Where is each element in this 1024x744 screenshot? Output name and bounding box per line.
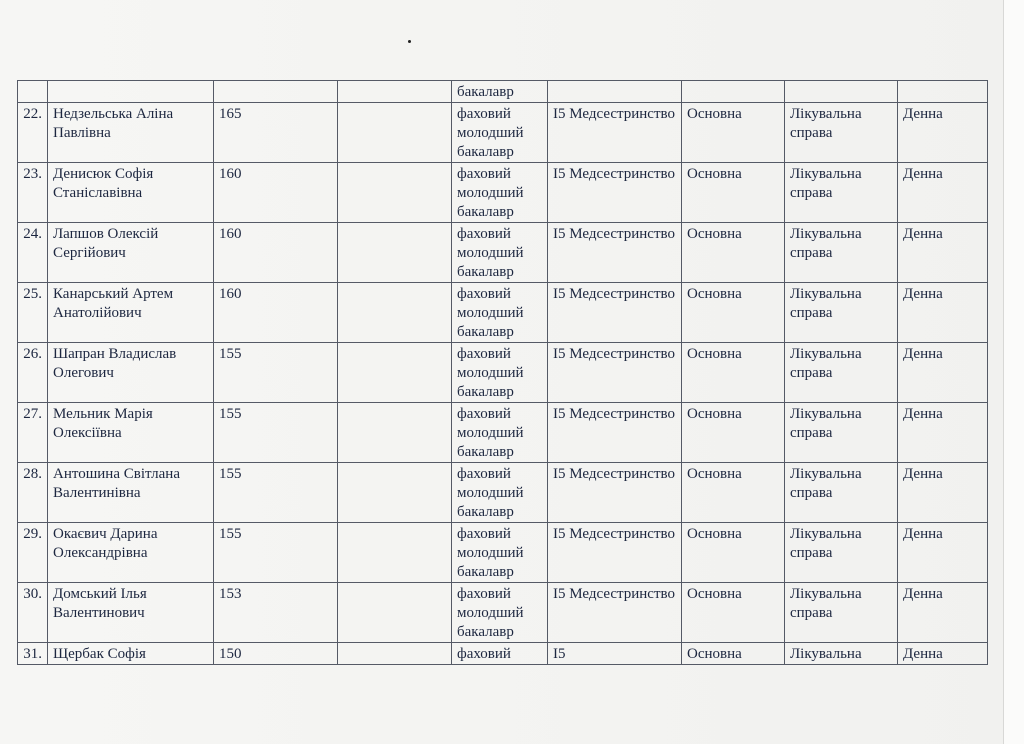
cell-score: 150 (214, 643, 338, 665)
cell-specialty: I5 Медсестринство (548, 523, 682, 583)
cell-score: 155 (214, 463, 338, 523)
cell-basis: Основна (682, 223, 785, 283)
cell-name: Недзельська Аліна Павлівна (48, 103, 214, 163)
cell-name: Шапран Владислав Олегович (48, 343, 214, 403)
table-row (18, 643, 988, 665)
cell-empty (338, 103, 452, 163)
cell-name: Окаєвич Дарина Олександрівна (48, 523, 214, 583)
cell-number: 31. (18, 643, 48, 665)
cell-name: Мельник Марія Олексіївна (48, 403, 214, 463)
cell-form: Денна (898, 163, 988, 223)
cell-qualification: фаховий молодший бакалавр (452, 583, 548, 643)
cell-qualification: фаховий молодший бакалавр (452, 343, 548, 403)
cell-specialty: I5 Медсестринство (548, 403, 682, 463)
cell-name: Антошина Світлана Валентинівна (48, 463, 214, 523)
cell-qualification: фаховий молодший бакалавр (452, 283, 548, 343)
cell-empty (338, 523, 452, 583)
cell-empty (338, 583, 452, 643)
cell-basis: Основна (682, 343, 785, 403)
cell-basis: Основна (682, 463, 785, 523)
cell-number: 25. (18, 283, 48, 343)
cell-name: Домський Ілья Валентинович (48, 583, 214, 643)
cell-empty (338, 343, 452, 403)
cell-empty (785, 81, 898, 103)
cell-specialty: I5 Медсестринство (548, 463, 682, 523)
cell-qualification: бакалавр (452, 81, 548, 103)
page-edge (1003, 0, 1024, 744)
cell-form: Денна (898, 643, 988, 665)
table-row (18, 583, 988, 643)
cell-form: Денна (898, 343, 988, 403)
cell-empty (338, 223, 452, 283)
cell-form: Денна (898, 103, 988, 163)
cell-program: Лікувальна справа (785, 523, 898, 583)
cell-basis: Основна (682, 103, 785, 163)
table-row (18, 163, 988, 223)
cell-basis: Основна (682, 583, 785, 643)
cell-qualification: фаховий молодший бакалавр (452, 223, 548, 283)
cell-form: Денна (898, 523, 988, 583)
cell-number: 22. (18, 103, 48, 163)
cell-form: Денна (898, 463, 988, 523)
cell-specialty: I5 Медсестринство (548, 343, 682, 403)
cell-specialty: I5 (548, 643, 682, 665)
admission-table (17, 80, 988, 665)
cell-qualification: фаховий молодший бакалавр (452, 163, 548, 223)
cell-number: 24. (18, 223, 48, 283)
cell-basis: Основна (682, 523, 785, 583)
cell-score: 155 (214, 523, 338, 583)
cell-form: Денна (898, 283, 988, 343)
cell-program: Лікувальна справа (785, 583, 898, 643)
cell-form: Денна (898, 223, 988, 283)
cell-number: 30. (18, 583, 48, 643)
cell-empty (338, 163, 452, 223)
cell-program: Лікувальна справа (785, 343, 898, 403)
table-row (18, 223, 988, 283)
cell-number: 29. (18, 523, 48, 583)
cell-score: 155 (214, 343, 338, 403)
cell-empty (338, 463, 452, 523)
cell-empty (48, 81, 214, 103)
cell-qualification: фаховий молодший бакалавр (452, 403, 548, 463)
cell-qualification: фаховий (452, 643, 548, 665)
cell-basis: Основна (682, 163, 785, 223)
cell-qualification: фаховий молодший бакалавр (452, 103, 548, 163)
cell-specialty: I5 Медсестринство (548, 583, 682, 643)
cell-name: Лапшов Олексій Сергійович (48, 223, 214, 283)
cell-specialty: I5 Медсестринство (548, 283, 682, 343)
cell-empty (338, 283, 452, 343)
cell-empty (338, 643, 452, 665)
table-row (18, 343, 988, 403)
cell-specialty: I5 Медсестринство (548, 163, 682, 223)
cell-number: 23. (18, 163, 48, 223)
cell-empty (682, 81, 785, 103)
cell-basis: Основна (682, 643, 785, 665)
cell-form: Денна (898, 403, 988, 463)
cell-program: Лікувальна справа (785, 463, 898, 523)
cell-empty (214, 81, 338, 103)
cell-empty (898, 81, 988, 103)
cell-score: 160 (214, 163, 338, 223)
cell-form: Денна (898, 583, 988, 643)
table-row (18, 403, 988, 463)
cell-specialty: I5 Медсестринство (548, 223, 682, 283)
table-row (18, 283, 988, 343)
cell-name: Канарський Артем Анатолійович (48, 283, 214, 343)
cell-empty (548, 81, 682, 103)
cell-basis: Основна (682, 403, 785, 463)
scan-speck (408, 40, 411, 43)
cell-number: 26. (18, 343, 48, 403)
cell-program: Лікувальна справа (785, 103, 898, 163)
cell-number: 27. (18, 403, 48, 463)
continuation-row (18, 81, 988, 103)
cell-qualification: фаховий молодший бакалавр (452, 523, 548, 583)
cell-program: Лікувальна справа (785, 403, 898, 463)
cell-score: 153 (214, 583, 338, 643)
cell-program: Лікувальна справа (785, 283, 898, 343)
table-row (18, 463, 988, 523)
cell-specialty: I5 Медсестринство (548, 103, 682, 163)
cell-empty (338, 81, 452, 103)
cell-program: Лікувальна (785, 643, 898, 665)
cell-score: 160 (214, 283, 338, 343)
cell-name: Щербак Софія (48, 643, 214, 665)
cell-empty (18, 81, 48, 103)
cell-basis: Основна (682, 283, 785, 343)
cell-score: 160 (214, 223, 338, 283)
cell-number: 28. (18, 463, 48, 523)
cell-name: Денисюк Софія Станіславівна (48, 163, 214, 223)
cell-empty (338, 403, 452, 463)
table-row (18, 103, 988, 163)
cell-score: 155 (214, 403, 338, 463)
cell-qualification: фаховий молодший бакалавр (452, 463, 548, 523)
cell-program: Лікувальна справа (785, 223, 898, 283)
table-row (18, 523, 988, 583)
cell-score: 165 (214, 103, 338, 163)
cell-program: Лікувальна справа (785, 163, 898, 223)
